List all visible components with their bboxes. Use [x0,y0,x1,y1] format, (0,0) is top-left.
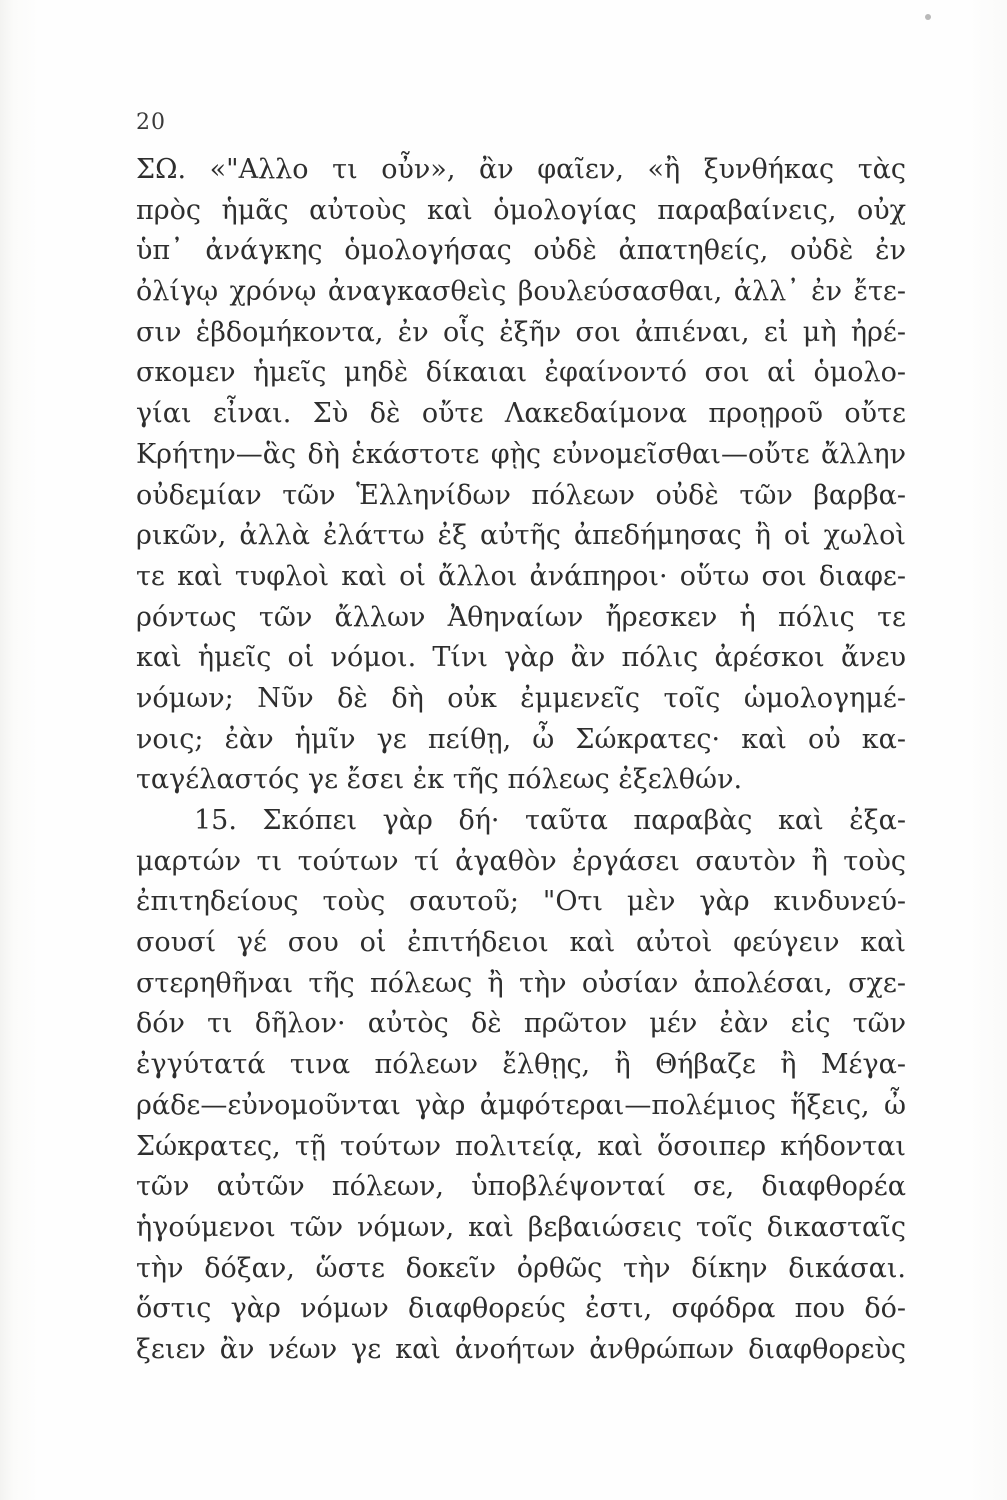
text-line-28: τὴν δόξαν, ὥστε δοκεῖν ὀρθῶς τὴν δίκην δικάσαι. [136,1252,906,1284]
text-line-11: τε καὶ τυφλοὶ καὶ οἱ ἄλλοι ἀνάπηροι· οὕτω σοι διαφε- [136,560,906,592]
body-text [136,150,906,1371]
page-number: 20 [136,110,166,135]
text-line-8: Κρήτην—ἃς δὴ ἑκάστοτε φῂς εὐνομεῖσθαι—οὔτε ἄλλην [136,438,906,470]
text-line-1: ΣΩ. «"Αλλο τι οὖν», ἂν φαῖεν, «ἢ ξυνθήκας τὰς [136,154,906,185]
text-line-21: στερηθῆναι τῆς πόλεως ἢ τὴν οὐσίαν ἀπολέσαι, σχε- [136,967,906,999]
text-line-4: ὀλίγῳ χρόνῳ ἀναγκασθεὶς βουλεύσασθαι, ἀλλ᾽ ἐν ἔτε- [136,276,906,308]
text-line-14: νόμων; Νῦν δὲ δὴ οὐκ ἐμμενεῖς τοῖς ὡμολογημέ- [136,682,906,714]
text-line-16: ταγέλαστός γε ἔσει ἐκ τῆς πόλεως ἐξελθών. [136,764,743,796]
text-line-5: σιν ἑβδομήκοντα, ἐν οἷς ἐξῆν σοι ἀπιέναι, εἰ μὴ ἠρέ- [136,316,906,348]
text-line-17: 15. Σκόπει γὰρ δή· ταῦτα παραβὰς καὶ ἐξα- [194,805,906,836]
text-line-29: ὅστις γὰρ νόμων διαφθορεύς ἐστι, σφόδρα που δό- [136,1293,906,1325]
text-line-27: ἡγούμενοι τῶν νόμων, καὶ βεβαιώσεις τοῖς δικασταῖς [136,1211,906,1243]
text-line-2: πρὸς ἡμᾶς αὐτοὺς καὶ ὁμολογίας παραβαίνεις, οὐχ [136,194,906,226]
text-line-13: καὶ ἡμεῖς οἱ νόμοι. Τίνι γὰρ ἂν πόλις ἀρέσκοι ἄνευ [136,642,906,674]
text-line-12: ρόντως τῶν ἄλλων Ἀθηναίων ἤρεσκεν ἡ πόλις τε [136,601,906,633]
text-line-25: Σώκρατες, τῇ τούτων πολιτείᾳ, καὶ ὅσοιπερ κήδονται [136,1130,906,1162]
text-line-15: νοις; ἐὰν ἡμῖν γε πείθῃ, ὦ Σώκρατες· καὶ οὐ κα- [136,723,906,755]
text-line-20: σουσί γέ σου οἱ ἐπιτήδειοι καὶ αὐτοὶ φεύγειν καὶ [136,927,906,959]
text-line-6: σκομεν ἡμεῖς μηδὲ δίκαιαι ἐφαίνοντό σοι αἱ ὁμολο- [136,357,906,389]
text-line-9: οὐδεμίαν τῶν Ἑλληνίδων πόλεων οὐδὲ τῶν βαρβα- [136,479,906,511]
text-line-10: ρικῶν, ἀλλὰ ἐλάττω ἐξ αὐτῆς ἀπεδήμησας ἢ οἱ χωλοὶ [136,520,906,552]
text-line-19: ἐπιτηδείους τοὺς σαυτοῦ; "Οτι μὲν γὰρ κινδυνεύ- [136,886,906,918]
text-line-3: ὑπ᾽ ἀνάγκης ὁμολογήσας οὐδὲ ἀπατηθείς, οὐδὲ ἐν [136,235,906,267]
text-line-26: τῶν αὐτῶν πόλεων, ὑποβλέψονταί σε, διαφθορέα [136,1171,906,1203]
ink-speck [925,14,931,20]
text-line-22: δόν τι δῆλον· αὐτὸς δὲ πρῶτον μέν ἐὰν εἰς τῶν [136,1008,906,1040]
text-line-30: ξειεν ἂν νέων γε καὶ ἀνοήτων ἀνθρώπων διαφθορεὺς [136,1333,906,1365]
text-line-7: γίαι εἶναι. Σὺ δὲ οὔτε Λακεδαίμονα προῃροῦ οὔτε [136,398,906,430]
text-line-23: ἐγγύτατά τινα πόλεων ἔλθῃς, ἢ Θήβαζε ἢ Μέγα- [136,1049,906,1081]
text-line-18: μαρτών τι τούτων τί ἀγαθὸν ἐργάσει σαυτὸν ἢ τοὺς [136,845,906,877]
text-line-24: ράδε—εὐνομοῦνται γὰρ ἀμφότεραι—πολέμιος ἥξεις, ὦ [136,1089,906,1121]
